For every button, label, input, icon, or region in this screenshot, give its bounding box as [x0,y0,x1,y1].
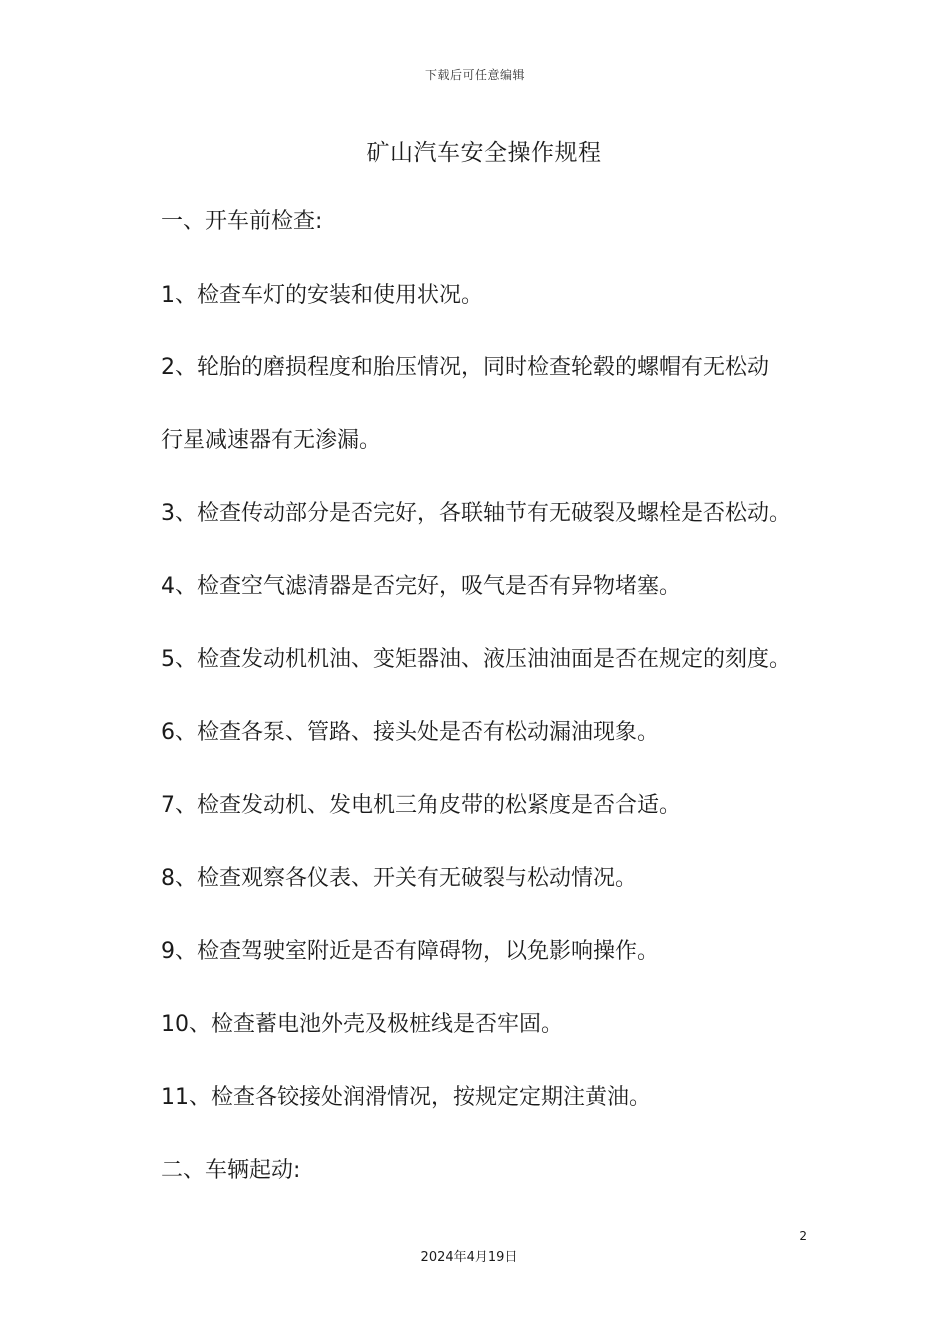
paragraph-item-4: 4、检查空气滤清器是否完好，吸气是否有异物堵塞。 [161,574,681,599]
paragraph-item-10: 10、检查蓄电池外壳及极桩线是否牢固。 [161,1012,563,1037]
paragraph-item-5: 5、检查发动机机油、变矩器油、液压油油面是否在规定的刻度。 [161,647,791,672]
paragraph-item-1: 1、检查车灯的安装和使用状况。 [161,283,483,308]
paragraph-item-3: 3、检查传动部分是否完好，各联轴节有无破裂及螺栓是否松动。 [161,501,791,526]
document-title: 矿山汽车安全操作规程 [366,140,602,166]
paragraph-item-2-continued: 行星减速器有无渗漏。 [161,428,382,453]
footer-date: 2024年4月19日 [420,1250,518,1265]
paragraph-item-8: 8、检查观察各仪表、开关有无破裂与松动情况。 [161,866,637,891]
page-number: 2 [799,1229,807,1243]
paragraph-item-11: 11、检查各铰接处润滑情况，按规定定期注黄油。 [161,1085,651,1110]
header-note: 下载后可任意编辑 [424,68,525,82]
paragraph-item-2: 2、轮胎的磨损程度和胎压情况，同时检查轮毂的螺帽有无松动 [161,355,769,380]
paragraph-item-9: 9、检查驾驶室附近是否有障碍物，以免影响操作。 [161,939,659,964]
section-heading-vehicle-start: 二、车辆起动: [161,1158,301,1183]
section-heading-pre-start-inspection: 一、开车前检查: [161,209,323,234]
paragraph-item-7: 7、检查发动机、发电机三角皮带的松紧度是否合适。 [161,793,681,818]
paragraph-item-6: 6、检查各泵、管路、接头处是否有松动漏油现象。 [161,720,659,745]
